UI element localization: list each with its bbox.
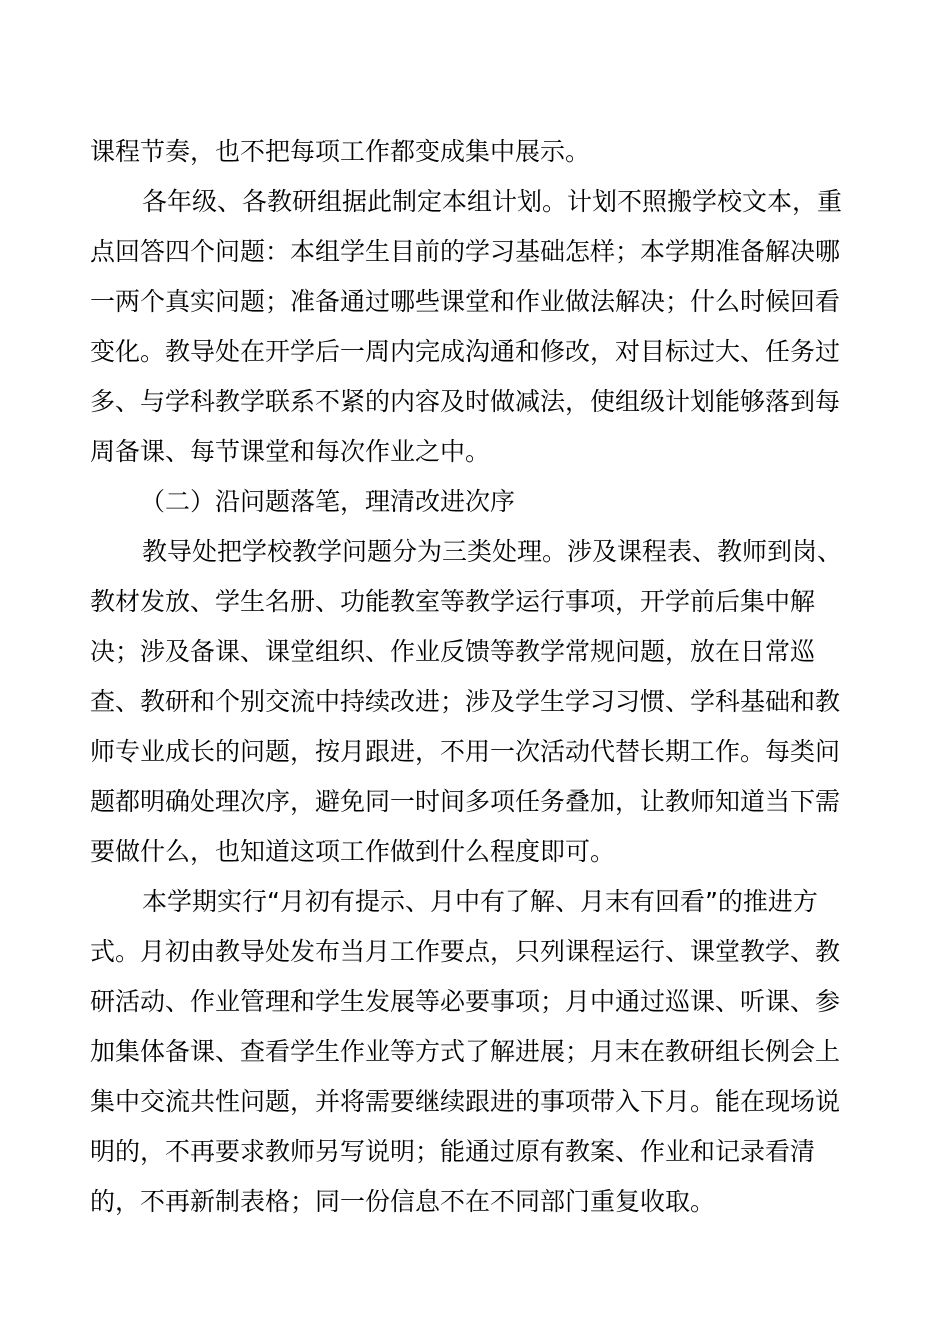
paragraph-line: 点回答四个问题：本组学生目前的学习基础怎样；本学期准备解决哪 bbox=[90, 237, 841, 266]
paragraph-line: 集中交流共性问题，并将需要继续跟进的事项带入下月。能在现场说 bbox=[90, 1087, 841, 1116]
paragraph-line: 多、与学科教学联系不紧的内容及时做减法，使组级计划能够落到每 bbox=[90, 387, 841, 416]
paragraph-line: 研活动、作业管理和学生发展等必要事项；月中通过巡课、听课、参 bbox=[90, 987, 841, 1016]
paragraph-line: 教材发放、学生名册、功能教室等教学运行事项，开学前后集中解 bbox=[90, 587, 816, 616]
paragraph-line: 教导处把学校教学问题分为三类处理。涉及课程表、教师到岗、 bbox=[142, 537, 843, 566]
paragraph-line: 明的，不再要求教师另写说明；能通过原有教案、作业和记录看清 bbox=[90, 1137, 816, 1166]
paragraph-line: 加集体备课、查看学生作业等方式了解进展；月末在教研组长例会上 bbox=[90, 1037, 841, 1066]
paragraph-line: 各年级、各教研组据此制定本组计划。计划不照搬学校文本，重 bbox=[142, 187, 843, 216]
paragraph-line: 要做什么，也知道这项工作做到什么程度即可。 bbox=[90, 837, 616, 866]
paragraph-line: 决；涉及备课、课堂组织、作业反馈等教学常规问题，放在日常巡 bbox=[90, 637, 816, 666]
paragraph-line: 一两个真实问题；准备通过哪些课堂和作业做法解决；什么时候回看 bbox=[90, 287, 841, 316]
paragraph-line: 查、教研和个别交流中持续改进；涉及学生学习习惯、学科基础和教 bbox=[90, 687, 841, 716]
paragraph-line: 周备课、每节课堂和每次作业之中。 bbox=[90, 437, 491, 466]
paragraph-line: 的，不再新制表格；同一份信息不在不同部门重复收取。 bbox=[90, 1187, 716, 1216]
section-heading: （二）沿问题落笔，理清改进次序 bbox=[140, 487, 516, 516]
paragraph-line: 课程节奏，也不把每项工作都变成集中展示。 bbox=[90, 137, 591, 166]
paragraph-line: 师专业成长的问题，按月跟进，不用一次活动代替长期工作。每类问 bbox=[90, 737, 841, 766]
paragraph-line: 式。月初由教导处发布当月工作要点，只列课程运行、课堂教学、教 bbox=[90, 937, 841, 966]
paragraph-line: 本学期实行“月初有提示、月中有了解、月末有回看”的推进方 bbox=[142, 887, 818, 916]
paragraph-line: 变化。教导处在开学后一周内完成沟通和修改，对目标过大、任务过 bbox=[90, 337, 841, 366]
paragraph-line: 题都明确处理次序，避免同一时间多项任务叠加，让教师知道当下需 bbox=[90, 787, 841, 816]
